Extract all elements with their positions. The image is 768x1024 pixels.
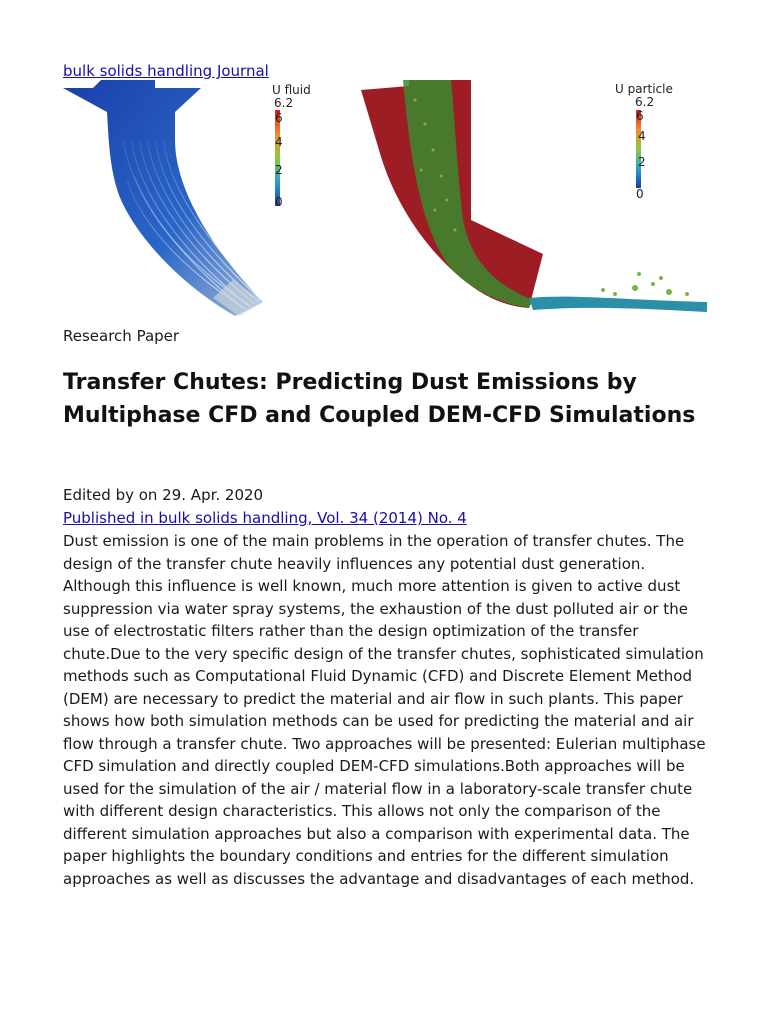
journal-link[interactable]: bulk solids handling Journal [63, 62, 269, 80]
category-label: Research Paper [63, 327, 180, 345]
fluid-tick-0: 0 [275, 195, 283, 209]
fluid-tick-6: 6 [275, 111, 283, 125]
fluid-chute-render [63, 80, 263, 316]
particle-color-scale [615, 82, 673, 201]
edited-by-date: Edited by on 29. Apr. 2020 [63, 486, 264, 504]
article-title: Transfer Chutes: Predicting Dust Emissions by Multiphase CFD and Coupled DEM-CFD Simulations [63, 370, 696, 428]
particle-chute-render [361, 80, 707, 312]
fluid-color-scale [272, 83, 311, 209]
particle-tick-2: 2 [638, 155, 646, 169]
fluid-tick-4: 4 [275, 135, 283, 149]
particle-tick-4: 4 [638, 129, 646, 143]
fluid-tick-2: 2 [275, 163, 283, 177]
particle-tick-0: 0 [636, 187, 644, 201]
particle-scale-max: 6.2 [635, 95, 655, 109]
article-abstract: Dust emission is one of the main problems in the operation of transfer chutes. The design of the transfer chute heavily influences any potential dust generation. Although this influence is well known, much more attention is given to active dust suppression via water spray systems, the exhaustion of the dust polluted air or the use of electrostatic filters rather than the design optimization of the transfer chute.Due to the very specific design of the transfer chutes, sophisticated simulation methods such as Computational Fluid Dynamic (CFD) and Discrete Element Method (DEM) are necessary to predict the material and air flow in such plants. This paper shows how both simulation methods can be used for predicting the material and air flow through a transfer chute. Two approaches will be presented: Eulerian multiphase CFD simulation and directly coupled DEM-CFD simulations.Both approaches will be used for the simulation of the air / material flow in a laboratory-scale transfer chute with different design characteristics. This allows not only the comparison of the different simulation approaches but also a comparison with experimental data. The paper highlights the boundary conditions and entries for the different simulation approaches as well as discusses the advantage and disadvantages of each method. [63, 532, 706, 888]
publication-link[interactable]: Published in bulk solids handling, Vol. 34 (2014) No. 4 [63, 509, 467, 527]
simulation-figure [63, 80, 707, 326]
fluid-scale-max: 6.2 [274, 96, 294, 110]
particle-tick-6: 6 [636, 109, 644, 123]
particle-scale-label: U particle [615, 82, 673, 96]
fluid-scale-label: U fluid [272, 83, 311, 97]
